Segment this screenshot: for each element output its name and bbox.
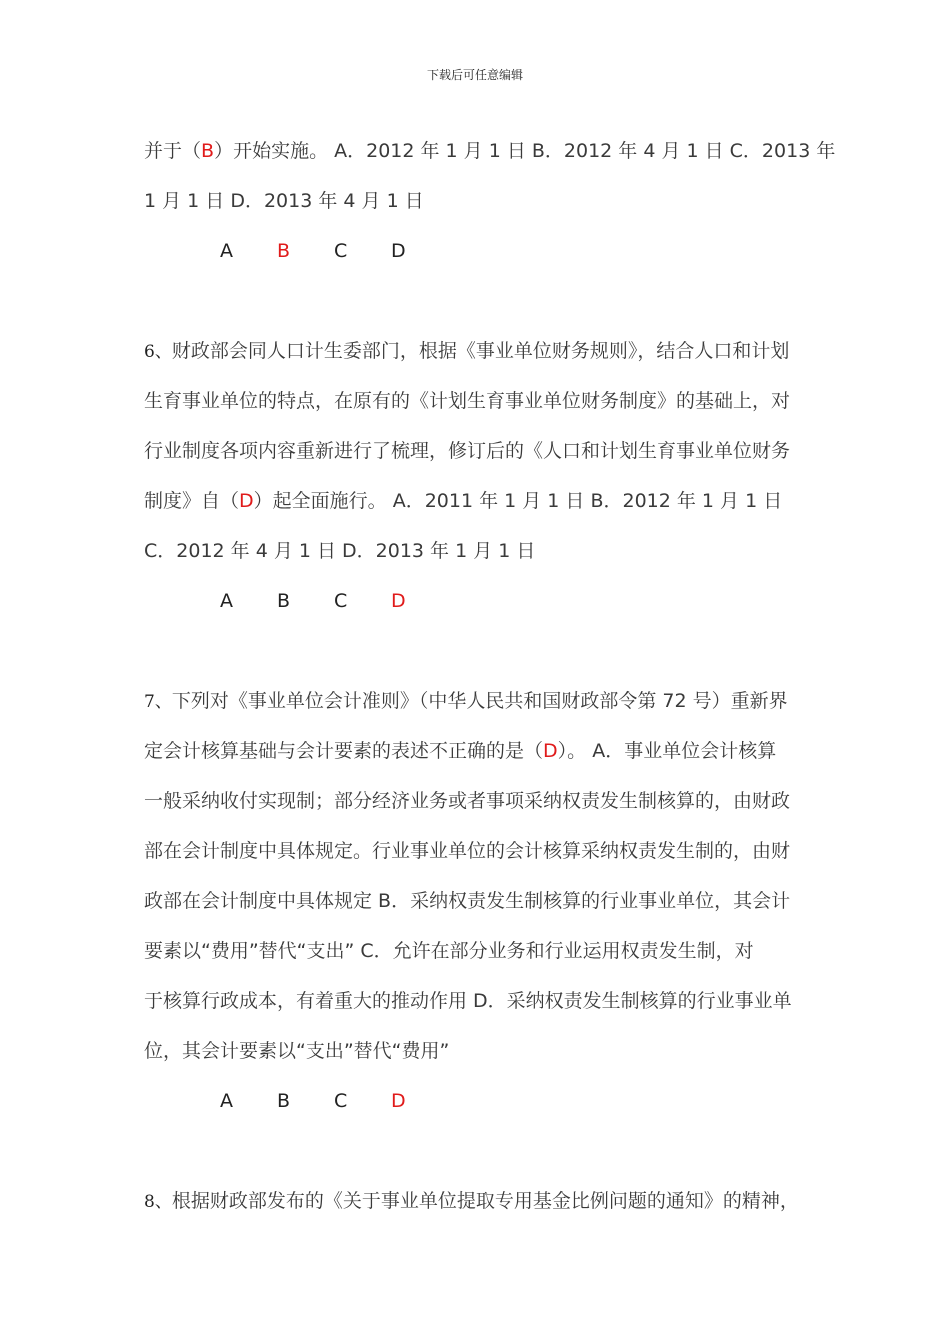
q6-line-5: C．2012 年 4 月 1 日 D．2013 年 1 月 1 日: [144, 540, 536, 562]
q5-option-d[interactable]: D: [391, 240, 406, 262]
q8-number: 8、: [144, 1192, 172, 1212]
q5-answer: B: [201, 140, 215, 162]
q7-line-1: 7、下列对《事业单位会计准则》（中华人民共和国财政部令第 72 号）重新界: [144, 690, 788, 712]
q7-line-7: 于核算行政成本，有着重大的推动作用 D．采纳权责发生制核算的行业事业单: [144, 990, 792, 1012]
q5-option-a[interactable]: A: [220, 240, 233, 262]
q6-line-3: 行业制度各项内容重新进行了梳理，修订后的《人口和计划生育事业单位财务: [144, 440, 791, 462]
q5-line-2: 1 月 1 日 D．2013 年 4 月 1 日: [144, 190, 424, 212]
q5-option-b[interactable]: B: [277, 240, 291, 262]
q5-line-1: 并于（B）开始实施。 A．2012 年 1 月 1 日 B．2012 年 4 月 1 日 C．2013 年: [144, 140, 836, 162]
q7-line-3: 一般采纳收付实现制；部分经济业务或者事项采纳权责发生制核算的，由财政: [144, 790, 791, 812]
page-header: 下载后可任意编辑: [426, 68, 523, 82]
q7-answer: D: [543, 740, 558, 762]
q6-option-d[interactable]: D: [391, 590, 406, 612]
q5-options: [144, 226, 809, 276]
q6-option-a[interactable]: A: [220, 590, 233, 612]
q7-option-c[interactable]: C: [334, 1090, 348, 1112]
q7-options: [144, 1076, 809, 1126]
q6-option-b[interactable]: B: [277, 590, 291, 612]
q7-line-6: 要素以“费用”替代“支出” C．允许在部分业务和行业运用权责发生制，对: [144, 940, 754, 962]
q6-number: 6、: [144, 342, 172, 362]
q7-line-8: 位，其会计要素以“支出”替代“费用”: [144, 1040, 450, 1062]
q6-option-c[interactable]: C: [334, 590, 348, 612]
q7-option-a[interactable]: A: [220, 1090, 233, 1112]
q7-line-2: 定会计核算基础与会计要素的表述不正确的是（D）。 A．事业单位会计核算: [144, 740, 777, 762]
q5-option-c[interactable]: C: [334, 240, 348, 262]
q8-line-1: 8、根据财政部发布的《关于事业单位提取专用基金比例问题的通知》的精神，: [144, 1190, 799, 1212]
q7-option-b[interactable]: B: [277, 1090, 291, 1112]
q6-line-1: 6、财政部会同人口计生委部门，根据《事业单位财务规则》，结合人口和计划: [144, 340, 790, 362]
q7-number: 7、: [144, 692, 172, 712]
q7-line-4: 部在会计制度中具体规定。行业事业单位的会计核算采纳权责发生制的，由财: [144, 840, 791, 862]
q6-answer: D: [239, 490, 254, 512]
q6-line-4: 制度》自（D）起全面施行。 A．2011 年 1 月 1 日 B．2012 年 1 月 1 日: [144, 490, 783, 512]
document-body: [144, 126, 836, 1226]
q7-line-5: 政部在会计制度中具体规定 B．采纳权责发生制核算的行业事业单位，其会计: [144, 890, 791, 912]
q6-options: [144, 576, 809, 626]
q7-option-d[interactable]: D: [391, 1090, 406, 1112]
q6-line-2: 生育事业单位的特点，在原有的《计划生育事业单位财务制度》的基础上，对: [144, 390, 791, 412]
